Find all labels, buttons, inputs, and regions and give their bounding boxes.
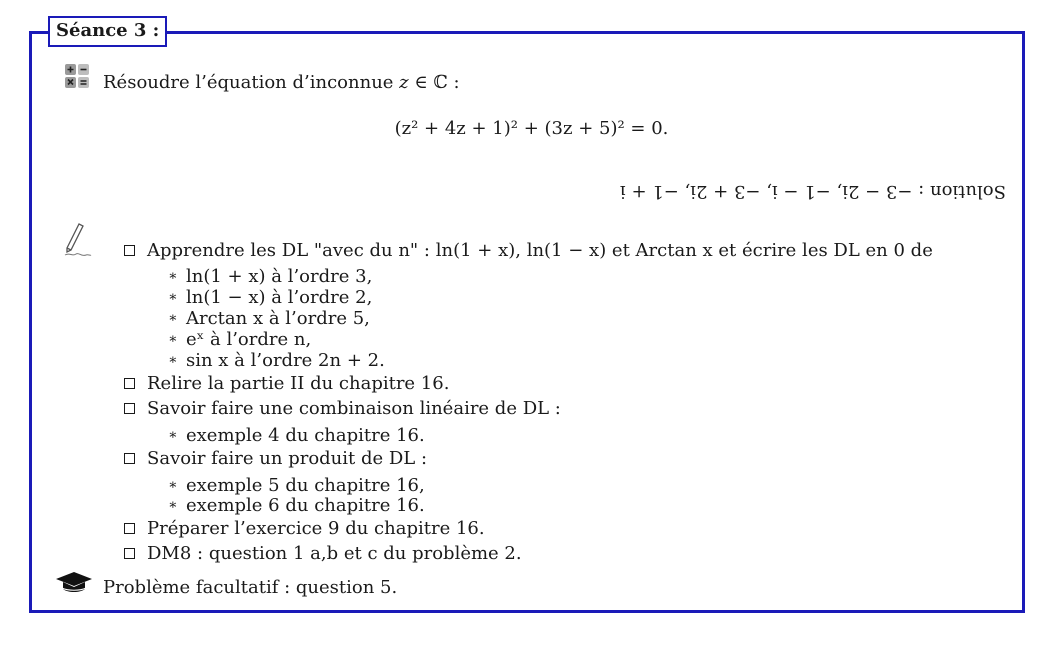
graduation-cap-icon [54, 570, 94, 594]
checkbox-icon [124, 453, 135, 464]
equation: (z² + 4z + 1)² + (3z + 5)² = 0. [394, 118, 669, 139]
checkbox-icon [124, 548, 135, 559]
task-item: Savoir faire une combinaison linéaire de DL : [124, 398, 561, 420]
asterisk-bullet-icon: ∗ [168, 427, 178, 443]
task-item: Préparer l’exercice 9 du chapitre 16. [124, 518, 485, 540]
session-title: Séance 3 : [48, 16, 167, 47]
task-subitem: ∗ ln(1 + x) à l’ordre 3, [168, 266, 373, 287]
exercise-prompt: Résoudre l’équation d’inconnue z ∈ ℂ : [103, 72, 460, 93]
task-subitem: ∗ eˣ à l’ordre n, [168, 329, 312, 350]
pen-icon [62, 222, 92, 260]
checkbox-icon [124, 378, 135, 389]
asterisk-bullet-icon: ∗ [168, 497, 178, 513]
asterisk-bullet-icon: ∗ [168, 331, 178, 347]
asterisk-bullet-icon: ∗ [168, 268, 178, 284]
task-subitem: ∗ exemple 6 du chapitre 16. [168, 495, 425, 516]
task-subitem: ∗ ln(1 − x) à l’ordre 2, [168, 287, 373, 308]
task-subitem: ∗ exemple 4 du chapitre 16. [168, 425, 425, 446]
checkbox-icon [124, 403, 135, 414]
calculator-icon [64, 63, 90, 89]
asterisk-bullet-icon: ∗ [168, 289, 178, 305]
task-item: DM8 : question 1 a,b et c du problème 2. [124, 543, 522, 565]
optional-problem: Problème facultatif : question 5. [103, 577, 398, 598]
checkbox-icon [124, 245, 135, 256]
task-subitem: ∗ Arctan x à l’ordre 5, [168, 308, 370, 329]
task-item: Relire la partie II du chapitre 16. [124, 373, 449, 395]
task-item: Apprendre les DL "avec du n" : ln(1 + x), ln(1 − x) et Arctan x et écrire les DL en 0 de [124, 240, 933, 262]
asterisk-bullet-icon: ∗ [168, 352, 178, 368]
task-subitem: ∗ sin x à l’ordre 2n + 2. [168, 350, 385, 371]
solution-upside-down: Solution : −3 − 2i, −1 − i, −3 + 2i, −1 + i [620, 181, 1006, 202]
task-item: Savoir faire un produit de DL : [124, 448, 427, 470]
asterisk-bullet-icon: ∗ [168, 310, 178, 326]
checkbox-icon [124, 523, 135, 534]
asterisk-bullet-icon: ∗ [168, 477, 178, 493]
task-subitem: ∗ exemple 5 du chapitre 16, [168, 475, 425, 496]
